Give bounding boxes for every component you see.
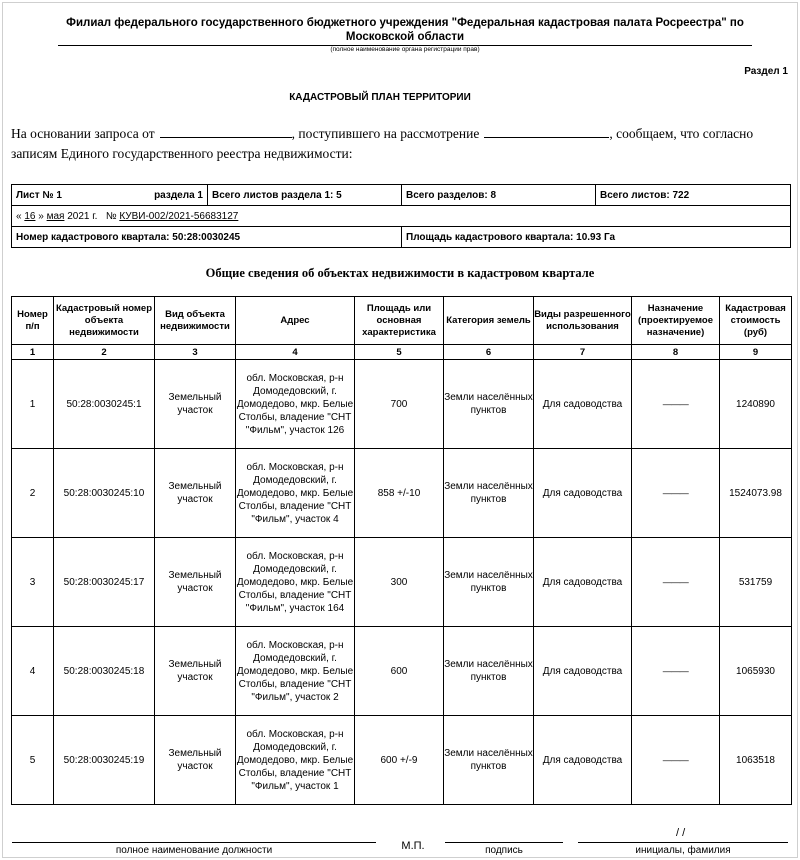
position-signature-line xyxy=(12,842,376,843)
cell-kind: Земельный участок xyxy=(155,538,236,627)
cell-area: 858 +/-10 xyxy=(355,449,444,538)
cell-use: Для садоводства xyxy=(534,538,632,627)
name-label: инициалы, фамилия xyxy=(635,845,731,856)
request-date-blank xyxy=(160,124,292,138)
cell-category: Земли населённых пунктов xyxy=(444,716,534,805)
cell-kind: Земельный участок xyxy=(155,449,236,538)
received-date-blank xyxy=(484,124,609,138)
table-row xyxy=(12,716,792,805)
cell-use: Для садоводства xyxy=(534,716,632,805)
date-year: 2021 г. xyxy=(67,210,98,222)
signature-label: подпись xyxy=(485,845,523,856)
cell-value: 1240890 xyxy=(720,360,792,449)
organization-caption: (полное наименование органа регистрации прав) xyxy=(330,46,480,53)
header-kind: Вид объекта недвижимости xyxy=(155,297,236,345)
date-month: мая xyxy=(46,210,65,222)
cell-address: обл. Московская, р-н Домодедовский, г. Домодедово, мкр. Белые Столбы, владение "СНТ "Фильм", участок 164 xyxy=(236,538,355,627)
cell-num: 1 xyxy=(12,360,54,449)
cell-area: 600 +/-9 xyxy=(355,716,444,805)
organization-name: Филиал федерального государственного бюджетного учреждения "Федеральная кадастровая палата Росреестра" по Московской области xyxy=(66,17,744,43)
cell-kind: Земельный участок xyxy=(155,627,236,716)
basis-text-line2: записям Единого государственного реестра недвижимости: xyxy=(11,146,353,161)
number-label: № xyxy=(105,210,117,222)
cell-purpose: ——— xyxy=(632,449,720,538)
column-number: 3 xyxy=(155,345,236,360)
cell-category: Земли населённых пунктов xyxy=(444,360,534,449)
column-number: 6 xyxy=(444,345,534,360)
header-category: Категория земель xyxy=(444,297,534,345)
basis-text-part3: , сообщаем, что согласно xyxy=(609,126,754,141)
position-label: полное наименование должности xyxy=(115,845,273,856)
header-purpose: Назначение (проектируемое назначение) xyxy=(632,297,720,345)
sheets-in-section: Всего листов раздела 1: 5 xyxy=(208,185,402,206)
cell-cad-number: 50:28:0030245:17 xyxy=(54,538,155,627)
cell-purpose: ——— xyxy=(632,716,720,805)
cell-category: Земли населённых пунктов xyxy=(444,627,534,716)
sheet-info-table xyxy=(11,184,791,248)
column-number: 4 xyxy=(236,345,355,360)
header-use: Виды разрешенного использования xyxy=(534,297,632,345)
table-row xyxy=(12,449,792,538)
cell-use: Для садоводства xyxy=(534,627,632,716)
basis-text-part1: На основании запроса от xyxy=(11,126,155,141)
column-number: 5 xyxy=(355,345,444,360)
signature-line xyxy=(445,842,563,843)
cell-area: 300 xyxy=(355,538,444,627)
objects-table xyxy=(11,296,792,805)
cell-value: 531759 xyxy=(720,538,792,627)
total-sheets: Всего листов: 722 xyxy=(596,185,791,206)
total-sections: Всего разделов: 8 xyxy=(402,185,596,206)
header-value: Кадастровая стоимость (руб) xyxy=(720,297,792,345)
header-area: Площадь или основная характеристика xyxy=(355,297,444,345)
header-num: Номер п/п xyxy=(12,297,54,345)
column-number: 8 xyxy=(632,345,720,360)
basis-paragraph xyxy=(11,124,789,164)
column-number: 2 xyxy=(54,345,155,360)
cell-purpose: ——— xyxy=(632,627,720,716)
document-title: КАДАСТРОВЫЙ ПЛАН ТЕРРИТОРИИ xyxy=(289,92,471,103)
column-number: 9 xyxy=(720,345,792,360)
cell-purpose: ——— xyxy=(632,538,720,627)
request-number: КУВИ-002/2021-56683127 xyxy=(119,210,239,222)
date-close-quote: » xyxy=(38,210,44,222)
date-open-quote: « xyxy=(16,210,22,222)
cell-kind: Земельный участок xyxy=(155,360,236,449)
table-subtitle: Общие сведения об объектах недвижимости в кадастровом квартале xyxy=(205,266,595,280)
cell-value: 1524073.98 xyxy=(720,449,792,538)
cell-address: обл. Московская, р-н Домодедовский, г. Домодедово, мкр. Белые Столбы, владение "СНТ "Фильм", участок 2 xyxy=(236,627,355,716)
cell-address: обл. Московская, р-н Домодедовский, г. Домодедово, мкр. Белые Столбы, владение "СНТ "Фильм", участок 4 xyxy=(236,449,355,538)
table-row xyxy=(12,360,792,449)
header-cad-number: Кадастровый номер объекта недвижимости xyxy=(54,297,155,345)
cell-cad-number: 50:28:0030245:19 xyxy=(54,716,155,805)
cell-value: 1063518 xyxy=(720,716,792,805)
cell-cad-number: 50:28:0030245:10 xyxy=(54,449,155,538)
cell-area: 700 xyxy=(355,360,444,449)
table-header-row xyxy=(12,297,792,345)
cell-num: 5 xyxy=(12,716,54,805)
cell-address: обл. Московская, р-н Домодедовский, г. Домодедово, мкр. Белые Столбы, владение "СНТ "Фильм", участок 1 xyxy=(236,716,355,805)
table-row xyxy=(12,627,792,716)
cell-value: 1065930 xyxy=(720,627,792,716)
date-day: 16 xyxy=(24,210,36,222)
section-label: Раздел 1 xyxy=(744,66,788,77)
cell-address: обл. Московская, р-н Домодедовский, г. Домодедово, мкр. Белые Столбы, владение "СНТ "Фильм", участок 126 xyxy=(236,360,355,449)
table-row xyxy=(12,538,792,627)
cell-kind: Земельный участок xyxy=(155,716,236,805)
name-slashes: / / xyxy=(676,827,686,839)
column-number: 1 xyxy=(12,345,54,360)
column-number: 7 xyxy=(534,345,632,360)
column-numbers-row xyxy=(12,345,792,360)
cell-area: 600 xyxy=(355,627,444,716)
quarter-number: Номер кадастрового квартала: 50:28:0030245 xyxy=(12,227,402,248)
quarter-area: Площадь кадастрового квартала: 10.93 Га xyxy=(402,227,791,248)
cell-num: 3 xyxy=(12,538,54,627)
sheet-cell xyxy=(12,185,208,206)
sheet-section: раздела 1 xyxy=(154,189,203,201)
sheet-number: Лист № 1 xyxy=(16,189,62,201)
cell-use: Для садоводства xyxy=(534,360,632,449)
cell-purpose: ——— xyxy=(632,360,720,449)
cell-num: 2 xyxy=(12,449,54,538)
cell-cad-number: 50:28:0030245:1 xyxy=(54,360,155,449)
cell-category: Земли населённых пунктов xyxy=(444,449,534,538)
request-date-row xyxy=(12,206,791,227)
cell-use: Для садоводства xyxy=(534,449,632,538)
cell-num: 4 xyxy=(12,627,54,716)
cell-category: Земли населённых пунктов xyxy=(444,538,534,627)
cell-cad-number: 50:28:0030245:18 xyxy=(54,627,155,716)
name-signature-line xyxy=(578,842,788,843)
stamp-label: М.П. xyxy=(401,840,425,852)
basis-text-part2: , поступившего на рассмотрение xyxy=(291,126,480,141)
header-address: Адрес xyxy=(236,297,355,345)
